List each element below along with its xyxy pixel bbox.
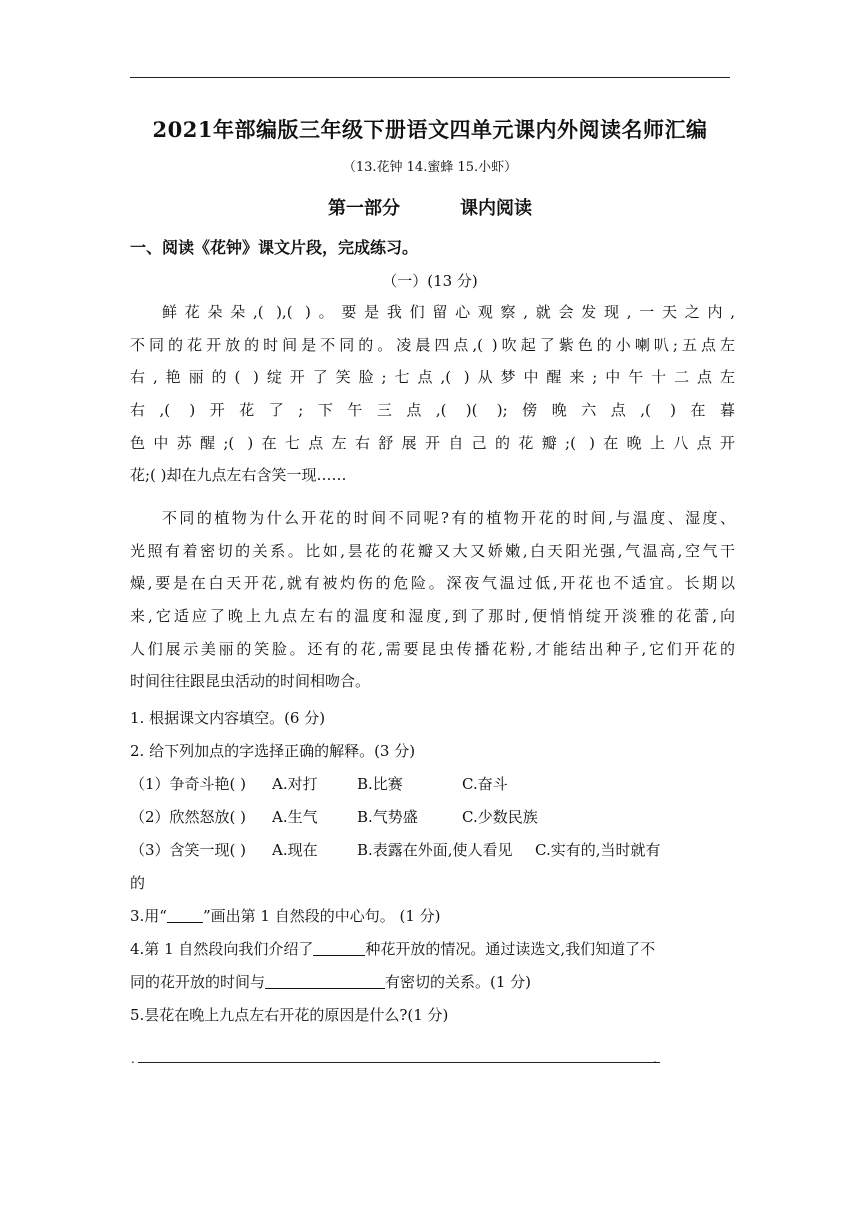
item-stem: （1）争奇斗艳( )	[130, 775, 247, 793]
q4-prefix: 4.第 1 自然段向我们介绍了	[130, 940, 314, 958]
option-b: B.气势盛	[357, 808, 418, 826]
item-stem: （3）含笑一现( )	[130, 841, 247, 859]
answer-line[interactable]	[138, 1062, 660, 1063]
option-a: A.现在	[272, 841, 318, 859]
option-c: C.少数民族	[462, 808, 538, 826]
part-label: 第一部分	[328, 198, 400, 219]
passage-line: 光照有着密切的关系。比如,昙花的花瓣又大又娇嫩,白天阳光强,气温高,空气干	[130, 541, 735, 560]
option-a: A.生气	[272, 808, 318, 826]
item-stem: （2）欣然怒放( )	[130, 808, 247, 826]
answer-dot-right: .	[653, 1052, 657, 1066]
passage-line: 鲜花朵朵,( ),( )。要是我们留心观察,就会发现,一天之内,	[162, 303, 735, 321]
part-name: 课内阅读	[460, 198, 532, 219]
section-subtitle: （一）(13 分)	[382, 272, 478, 290]
question-5: 5.昙花在晚上九点左右开花的原因是什么?(1 分)	[130, 1006, 449, 1024]
passage-line: 燥,要是在白天开花,就有被灼伤的危险。深夜气温过低,开花也不适宜。长期以	[130, 574, 735, 593]
answer-dot-left: .	[131, 1052, 135, 1066]
passage-line: 右,艳丽的( )绽开了笑脸;七点,( )从梦中醒来;中午十二点左	[130, 368, 735, 387]
question-2-item	[130, 834, 735, 867]
question-2-item	[130, 768, 735, 801]
q4-blank-2[interactable]	[265, 972, 385, 989]
passage-line: 来,它适应了晚上九点左右的温度和湿度,到了那时,便悄悄绽开淡雅的花蕾,向	[130, 607, 735, 626]
section-title: 一、阅读《花钟》课文片段，完成练习。	[130, 238, 419, 257]
passage-paragraph-2	[130, 502, 735, 698]
q3-blank[interactable]	[167, 906, 203, 923]
q4-suffix: 种花开放的情况。通过读选文,我们知道了不	[365, 940, 656, 958]
passage-line: 人们展示美丽的笑脸。还有的花,需要昆虫传播花粉,才能结出种子,它们开花的	[130, 639, 735, 658]
q4-line2-suffix: 有密切的关系。(1 分)	[385, 973, 532, 991]
option-c: C.实有的,当时就有	[535, 841, 661, 859]
question-4-line-1	[130, 933, 735, 966]
question-2-item	[130, 801, 735, 834]
q3-prefix: 3.用“	[130, 907, 167, 925]
option-c: C.奋斗	[462, 775, 508, 793]
passage-paragraph-1	[130, 296, 735, 492]
passage-line: 色中苏醒;( )在七点左右舒展开自己的花瓣;( )在晚上八点开	[130, 433, 735, 452]
question-2: 2. 给下列加点的字选择正确的解释。(3 分)	[130, 742, 416, 760]
document-subtitle: （13.花钟 14.蜜蜂 15.小虾）	[342, 160, 518, 175]
q4-blank-1[interactable]	[313, 939, 365, 956]
option-a: A.对打	[272, 775, 318, 793]
passage-line: 时间往往跟昆虫活动的时间相吻合。	[130, 672, 371, 691]
passage-line: 花;( )却在九点左右含笑一现……	[130, 466, 347, 485]
question-1: 1. 根据课文内容填空。(6 分)	[130, 709, 326, 727]
passage-line: 不同的植物为什么开花的时间不同呢?有的植物开花的时间,与温度、湿度、	[162, 509, 735, 527]
document-title: 2021年部编版三年级下册语文四单元课内外阅读名师汇编	[152, 117, 708, 142]
top-rule	[130, 77, 730, 78]
question-3	[130, 900, 735, 933]
question-2-item-tail: 的	[130, 874, 146, 892]
option-b: B.比赛	[357, 775, 403, 793]
q4-line2-prefix: 同的花开放的时间与	[130, 973, 266, 991]
passage-line: 右,( )开花了;下午三点,( )( );傍晚六点,( )在暮	[130, 401, 735, 420]
q3-suffix: ”画出第 1 自然段的中心句。 (1 分)	[202, 907, 441, 925]
questions	[130, 702, 735, 1032]
option-b: B.表露在外面,使人看见	[357, 841, 513, 859]
question-4-line-2	[130, 966, 735, 999]
part-heading	[0, 194, 860, 220]
passage-line: 不同的花开放的时间是不同的。凌晨四点,( )吹起了紫色的小喇叭;五点左	[130, 335, 735, 354]
